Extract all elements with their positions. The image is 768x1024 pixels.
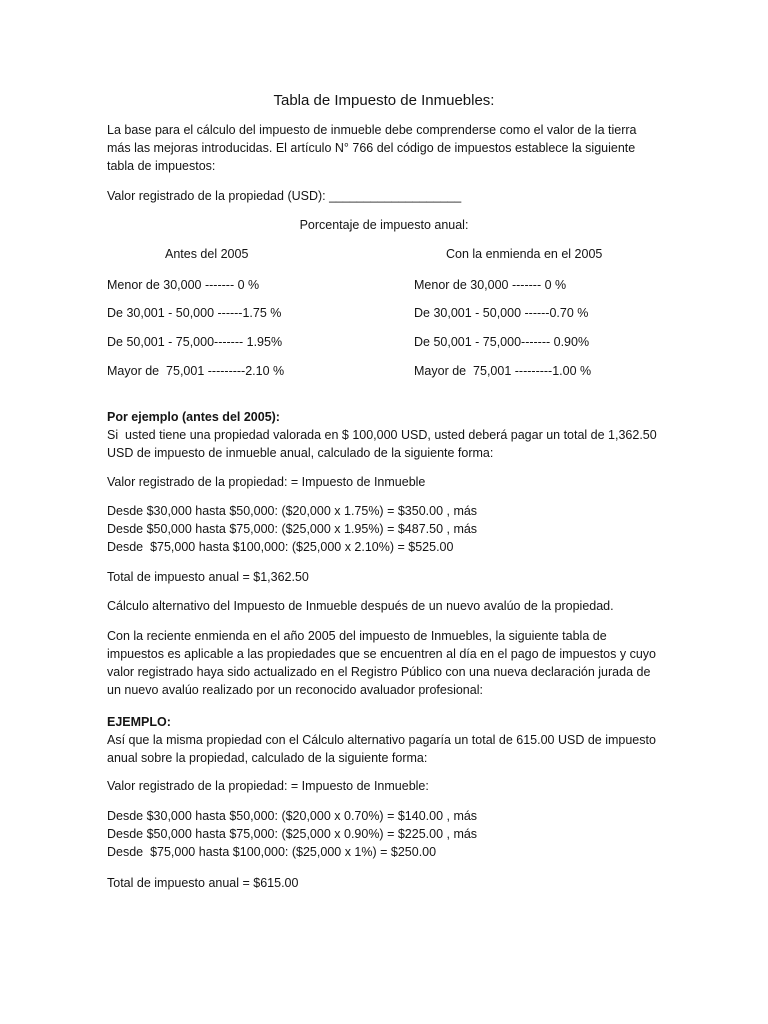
example2-text-line: anual sobre la propiedad, calculado de la siguiente forma: (107, 751, 428, 765)
amendment-line: valor registrado haya sido actualizado en el Registro Público con una nueva declaración jurada de (107, 665, 651, 679)
porcentaje-heading: Porcentaje de impuesto anual: (299, 218, 469, 232)
amendment-paragraph (107, 627, 667, 699)
calc-line: Desde $50,000 hasta $75,000: ($25,000 x 1.95%) = $487.50 , más (107, 522, 478, 536)
rate-before-row: Mayor de 75,001 ---------2.10 % (107, 364, 285, 378)
example1-heading: Por ejemplo (antes del 2005): (107, 410, 280, 424)
rate-before-row: De 30,001 - 50,000 ------1.75 % (107, 306, 282, 320)
intro-line: La base para el cálculo del impuesto de inmueble debe comprenderse como el valor de la tierra (107, 123, 637, 137)
rate-before-row: Menor de 30,000 ------- 0 % (107, 278, 260, 292)
amendment-line: impuestos es aplicable a las propiedades que se encuentren al día en el pago de impuestos y cuyo (107, 647, 656, 661)
valor-registrado-field: Valor registrado de la propiedad (USD): ___________________ (107, 189, 462, 203)
rate-after-row: Mayor de 75,001 ---------1.00 % (414, 364, 592, 378)
example1-total: Total de impuesto anual = $1,362.50 (107, 570, 309, 584)
before-2005-heading: Antes del 2005 (165, 247, 249, 261)
alt-calc-heading: Cálculo alternativo del Impuesto de Inmueble después de un nuevo avalúo de la propiedad. (107, 599, 614, 613)
rate-after-row: Menor de 30,000 ------- 0 % (414, 278, 567, 292)
example2-formula-header: Valor registrado de la propiedad: = Impuesto de Inmueble: (107, 779, 429, 793)
example2-total: Total de impuesto anual = $615.00 (107, 876, 299, 890)
example1-text-line: USD de impuesto de inmueble anual, calculado de la siguiente forma: (107, 446, 494, 460)
example1-calculations (107, 502, 667, 556)
rate-after-row: De 50,001 - 75,000------- 0.90% (414, 335, 590, 349)
document-title: Tabla de Impuesto de Inmuebles: (273, 92, 495, 109)
calc-line: Desde $30,000 hasta $50,000: ($20,000 x 0.70%) = $140.00 , más (107, 809, 478, 823)
amendment-line: un nuevo avalúo realizado por un reconocido avaluador profesional: (107, 683, 483, 697)
calc-line: Desde $75,000 hasta $100,000: ($25,000 x 1%) = $250.00 (107, 845, 437, 859)
after-2005-heading: Con la enmienda en el 2005 (446, 247, 603, 261)
intro-line: más las mejoras introducidas. El artículo N° 766 del código de impuestos establece la siguiente (107, 141, 636, 155)
example2-calculations (107, 807, 667, 861)
calc-line: Desde $30,000 hasta $50,000: ($20,000 x 1.75%) = $350.00 , más (107, 504, 478, 518)
example1-text-line: Si usted tiene una propiedad valorada en $ 100,000 USD, usted deberá pagar un total de 1,362.50 (107, 428, 657, 442)
example2-section (107, 713, 667, 767)
rate-after-row: De 30,001 - 50,000 ------0.70 % (414, 306, 589, 320)
calc-line: Desde $75,000 hasta $100,000: ($25,000 x 2.10%) = $525.00 (107, 540, 454, 554)
calc-line: Desde $50,000 hasta $75,000: ($25,000 x 0.90%) = $225.00 , más (107, 827, 478, 841)
example1-formula-header: Valor registrado de la propiedad: = Impuesto de Inmueble (107, 475, 426, 489)
intro-line: tabla de impuestos: (107, 159, 216, 173)
amendment-line: Con la reciente enmienda en el año 2005 del impuesto de Inmuebles, la siguiente tabla de (107, 629, 607, 643)
example2-text-line: Así que la misma propiedad con el Cálculo alternativo pagaría un total de 615.00 USD de impuesto (107, 733, 656, 747)
intro-paragraph (107, 121, 667, 175)
example2-heading: EJEMPLO: (107, 715, 171, 729)
rate-before-row: De 50,001 - 75,000------- 1.95% (107, 335, 283, 349)
example1-section (107, 408, 667, 462)
